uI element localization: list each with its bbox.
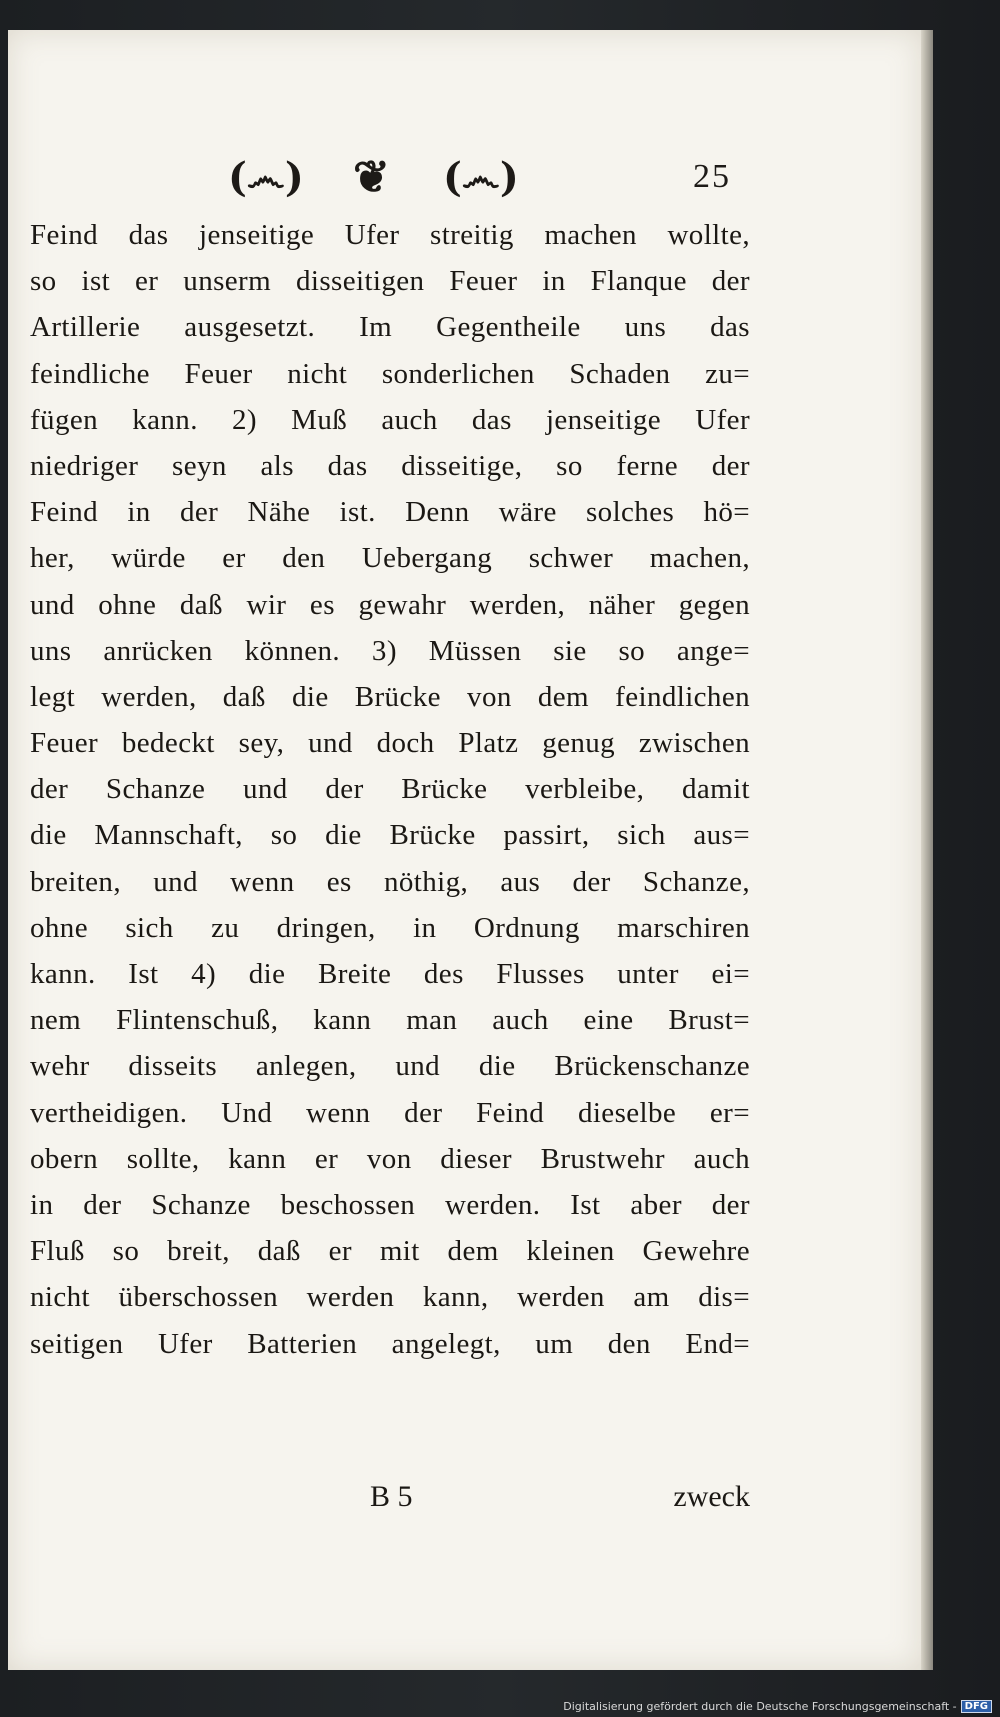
text-line: Feind das jenseitige Ufer streitig machen wollte,: [30, 219, 750, 251]
text-line: vertheidigen. Und wenn der Feind dieselbe er=: [30, 1096, 750, 1129]
catchword: zweck: [673, 1480, 750, 1513]
signature-mark: B 5: [370, 1480, 413, 1513]
text-line: wehr disseits anlegen, und die Brückenschanze: [30, 1050, 750, 1083]
dfg-logo-icon: DFG: [961, 1700, 992, 1713]
text-line: Fluß so breit, daß er mit dem kleinen Gewehre: [30, 1235, 750, 1268]
book-edge: [921, 30, 933, 1670]
text-line: uns anrücken können. 3) Müssen sie so ange=: [30, 634, 750, 667]
text-line: in der Schanze beschossen werden. Ist aber der: [30, 1188, 750, 1221]
text-line: fügen kann. 2) Muß auch das jenseitige Ufer: [30, 403, 750, 436]
ornament-center: ❦: [353, 152, 390, 203]
text-line: feindliche Feuer nicht sonderlichen Schaden zu=: [30, 357, 750, 390]
text-line: niedriger seyn als das disseitige, so ferne der: [30, 449, 750, 482]
ornament-left: (෴): [228, 154, 304, 201]
text-line: Feind in der Nähe ist. Denn wäre solches hö=: [30, 496, 750, 529]
text-line: Artillerie ausgesetzt. Im Gegentheile uns das: [30, 311, 750, 344]
text-line: und ohne daß wir es gewahr werden, näher gegen: [30, 588, 750, 621]
page-footer: [30, 1480, 750, 1530]
text-line: seitigen Ufer Batterien angelegt, um den End=: [30, 1327, 750, 1360]
text-line: nem Flintenschuß, kann man auch eine Brust=: [30, 1004, 750, 1037]
text-line: breiten, und wenn es nöthig, aus der Schanze,: [30, 865, 750, 898]
ornament-right: (෴): [443, 154, 519, 201]
text-line: her, würde er den Uebergang schwer machen,: [30, 542, 750, 575]
text-line: der Schanze und der Brücke verbleibe, damit: [30, 773, 750, 806]
body-text: [30, 212, 750, 1367]
text-line: ohne sich zu dringen, in Ordnung marschiren: [30, 911, 750, 944]
text-line: obern sollte, kann er von dieser Brustwehr auch: [30, 1142, 750, 1175]
text-line: legt werden, daß die Brücke von dem feindlichen: [30, 680, 750, 713]
text-line: so ist er unserm disseitigen Feuer in Flanque der: [30, 265, 750, 298]
book-page: [8, 30, 921, 1670]
text-line: die Mannschaft, so die Brücke passirt, sich aus=: [30, 819, 750, 852]
text-line: nicht überschossen werden kann, werden am dis=: [30, 1281, 750, 1314]
digitization-credit: [563, 1700, 992, 1713]
credit-text: Digitalisierung gefördert durch die Deutsche Forschungsgemeinschaft -: [563, 1700, 957, 1713]
page-number: 25: [693, 158, 731, 195]
text-line: kann. Ist 4) die Breite des Flusses unter ei=: [30, 958, 750, 990]
text-line: Feuer bedeckt sey, und doch Platz genug zwischen: [30, 727, 750, 760]
page-header: [228, 150, 748, 210]
